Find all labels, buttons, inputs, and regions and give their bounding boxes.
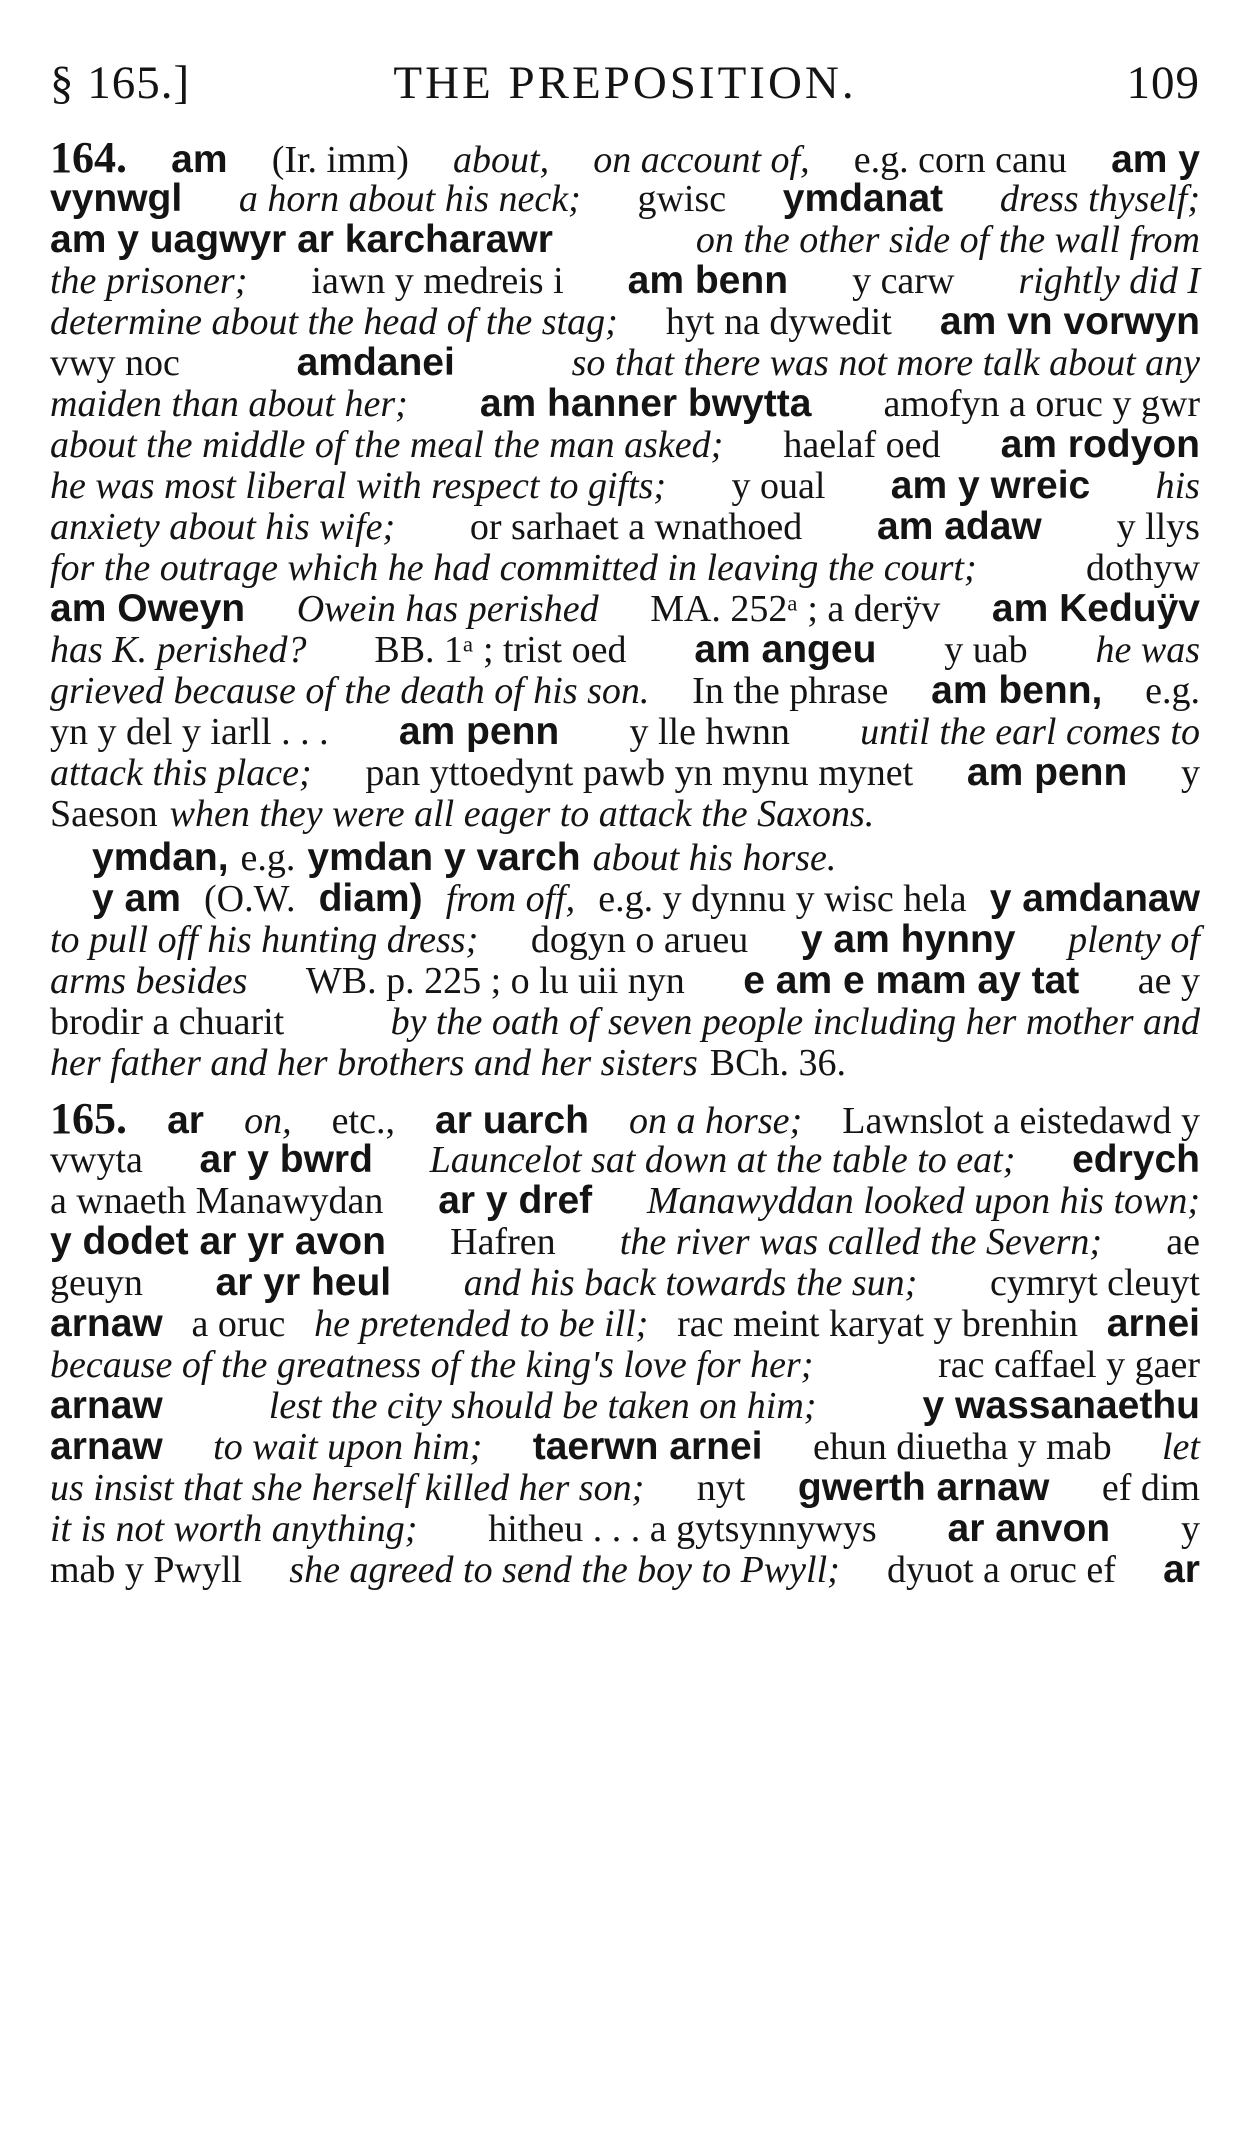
english-gloss: because of the greatness of the king's love for her; (50, 1344, 814, 1386)
english-gloss: maiden than about her; (50, 383, 408, 425)
running-header (50, 56, 1200, 116)
english-gloss: determine about the head of the stag; (50, 301, 618, 343)
welsh-term: am y uagwyr ar karcharawr (50, 218, 553, 261)
english-gloss: to pull off his hunting dress; (50, 919, 479, 961)
welsh-term: y dodet ar yr avon (50, 1220, 386, 1263)
text-fragment: dogyn o arueu (530, 919, 749, 961)
text-fragment: y carw (852, 260, 955, 302)
text-fragment: pan yttoedynt pawb yn mynu mynet (365, 752, 914, 794)
paragraph-number: 165. (50, 1094, 127, 1143)
text-fragment: e.g. (240, 837, 296, 879)
welsh-term: y wassanaethu (922, 1384, 1200, 1427)
english-gloss: from off, (445, 878, 576, 920)
english-gloss: dress thyself; (999, 178, 1200, 220)
welsh-term: am y (1111, 138, 1200, 181)
english-gloss: on, (244, 1100, 292, 1142)
english-gloss: the prisoner; (50, 260, 248, 302)
english-gloss: and his back towards the sun; (463, 1262, 918, 1304)
text-fragment: MA. 252ᵃ ; a derÿv (650, 588, 941, 630)
text-fragment: ae y (1137, 960, 1200, 1002)
text-fragment: dothyw (1086, 547, 1200, 589)
text-fragment: WB. p. 225 ; o lu uii nyn (305, 960, 685, 1002)
text-fragment: ehun diuetha y mab (812, 1426, 1112, 1468)
text-fragment: BB. 1ᵃ ; trist oed (374, 629, 627, 671)
english-gloss: he pretended to be ill; (314, 1303, 649, 1345)
text-fragment: Lawnslot a eistedawd y (842, 1100, 1200, 1142)
text-fragment: brodir a chuarit (50, 1001, 285, 1043)
page-number: 109 (1126, 57, 1200, 109)
text-fragment: gwisc (637, 178, 727, 220)
welsh-term: arnei (1106, 1302, 1200, 1345)
text-fragment: rac meint karyat y brenhin (677, 1303, 1079, 1345)
welsh-term: am adaw (877, 505, 1042, 548)
welsh-term: ar (167, 1099, 204, 1142)
welsh-term: edrych (1072, 1138, 1200, 1181)
welsh-term: ar yr heul (215, 1261, 392, 1304)
text-fragment: hyt na dywedit (665, 301, 892, 343)
text-fragment: Hafren (450, 1221, 556, 1263)
text-fragment: a oruc (191, 1303, 286, 1345)
welsh-term: ymdan, (92, 836, 229, 879)
english-gloss: arms besides (50, 960, 248, 1002)
english-gloss: anxiety about his wife; (50, 506, 396, 548)
page-title: THE PREPOSITION. (393, 57, 857, 109)
text-fragment: y uab (944, 629, 1028, 671)
text-fragment: or sarhaet a wnathoed (469, 506, 803, 548)
text-fragment: y (1181, 752, 1200, 794)
english-gloss: the river was called the Severn; (619, 1221, 1103, 1263)
text-fragment: haelaf oed (783, 424, 941, 466)
text-fragment: cymryt cleuyt (989, 1262, 1200, 1304)
text-line (50, 1035, 1200, 1091)
welsh-term: ar y bwrd (199, 1138, 373, 1181)
english-gloss: Owein has perished (296, 588, 599, 630)
text-fragment: BCh. 36. (709, 1042, 846, 1084)
english-gloss: let (1162, 1426, 1200, 1468)
text-fragment: nyt (696, 1467, 746, 1509)
english-gloss: on account of, (593, 139, 810, 181)
text-fragment: y llys (1116, 506, 1200, 548)
welsh-term: am y wreic (890, 464, 1091, 507)
english-gloss: he was most liberal with respect to gifts; (50, 465, 667, 507)
english-gloss: Launcelot sat down at the table to eat; (429, 1139, 1016, 1181)
text-fragment: (Ir. imm) (271, 139, 409, 181)
english-gloss: a horn about his neck; (238, 178, 581, 220)
english-gloss: grieved because of the death of his son. (50, 670, 650, 712)
english-gloss: for the outrage which he had committed in leaving the court; (50, 547, 977, 589)
text-fragment: ae (1166, 1221, 1200, 1263)
welsh-term: am benn (627, 259, 789, 302)
english-gloss: it is not worth anything; (50, 1508, 418, 1550)
english-gloss: about, (453, 139, 550, 181)
english-gloss: he was (1095, 629, 1200, 671)
english-gloss: until the earl comes to (860, 711, 1200, 753)
welsh-term: y amdanaw (989, 877, 1200, 920)
english-gloss: to wait upon him; (213, 1426, 483, 1468)
english-gloss: plenty of (1068, 919, 1200, 961)
text-fragment: dyuot a oruc ef (886, 1549, 1116, 1591)
welsh-term: y am (92, 877, 181, 920)
welsh-term: am angeu (694, 628, 877, 671)
welsh-term: am benn, (931, 669, 1103, 712)
welsh-term: ymdanat (782, 177, 944, 220)
welsh-term: ar anvon (947, 1507, 1111, 1550)
text-fragment: mab y Pwyll (50, 1549, 243, 1591)
welsh-term: ar uarch (435, 1099, 589, 1142)
text-fragment: etc., (331, 1100, 395, 1142)
welsh-term: gwerth arnaw (797, 1466, 1050, 1509)
welsh-term: arnaw (50, 1302, 163, 1345)
welsh-term: am vn vorwyn (939, 300, 1200, 343)
welsh-term: ar (1163, 1548, 1200, 1591)
english-gloss: Manawyddan looked upon his town; (646, 1180, 1200, 1222)
welsh-term: am penn (398, 710, 560, 753)
welsh-term: arnaw (50, 1425, 163, 1468)
welsh-term: am (171, 138, 228, 181)
english-gloss: on the other side of the wall from (695, 219, 1200, 261)
text-fragment: iawn y medreis i (311, 260, 564, 302)
text-fragment: vwy noc (50, 342, 180, 384)
english-gloss: attack this place; (50, 752, 312, 794)
welsh-term: e am e mam ay tat (743, 959, 1080, 1002)
text-fragment: Saeson (50, 793, 158, 835)
english-gloss: so that there was not more talk about any (571, 342, 1200, 384)
english-gloss: about his horse. (592, 837, 837, 879)
text-fragment: hitheu . . . a gytsynnywys (488, 1508, 877, 1550)
english-gloss: us insist that she herself killed her son; (50, 1467, 645, 1509)
paragraph-number: 164. (50, 133, 127, 182)
text-fragment: vwyta (50, 1139, 143, 1181)
text-fragment: rac caffael y gaer (938, 1344, 1200, 1386)
text-fragment: geuyn (50, 1262, 143, 1304)
text-fragment: amofyn a oruc y gwr (883, 383, 1200, 425)
text-fragment: y oual (731, 465, 826, 507)
text-fragment: ef dim (1101, 1467, 1200, 1509)
english-gloss: his (1155, 465, 1200, 507)
english-gloss: her father and her brothers and her sisters (50, 1042, 698, 1084)
text-fragment: y lle hwnn (629, 711, 790, 753)
text-fragment: (O.W. (204, 878, 296, 920)
welsh-term: am Keduÿv (991, 587, 1200, 630)
text-fragment: e.g. (1145, 670, 1200, 712)
english-gloss: when they were all eager to attack the Saxons. (169, 793, 875, 835)
english-gloss: she agreed to send the boy to Pwyll; (289, 1549, 840, 1591)
english-gloss: by the oath of seven people including her mother and (390, 1001, 1200, 1043)
text-fragment: a wnaeth Manawydan (50, 1180, 384, 1222)
welsh-term: am hanner bwytta (479, 382, 812, 425)
welsh-term: taerwn arnei (532, 1425, 763, 1468)
welsh-term: am Oweyn (50, 587, 246, 630)
section-reference: § 165.] (50, 57, 191, 109)
text-fragment: yn y del y iarll . . . (50, 711, 329, 753)
welsh-term: am penn (966, 751, 1128, 794)
english-gloss: on a horse; (629, 1100, 803, 1142)
english-gloss: rightly did I (1018, 260, 1200, 302)
welsh-term: arnaw (50, 1384, 163, 1427)
english-gloss: lest the city should be taken on him; (268, 1385, 817, 1427)
welsh-term: vynwgl (50, 177, 183, 220)
text-fragment: y (1180, 1508, 1200, 1550)
welsh-term: amdanei (296, 341, 455, 384)
welsh-term: am rodyon (1000, 423, 1200, 466)
text-fragment: e.g. y dynnu y wisc hela (598, 878, 967, 920)
text-fragment: In the phrase (692, 670, 889, 712)
welsh-term: ymdan y varch (307, 836, 581, 879)
text-fragment: e.g. corn canu (853, 139, 1067, 181)
text-line (50, 1542, 1200, 1598)
welsh-term: y am hynny (800, 918, 1016, 961)
welsh-term: diam) (318, 877, 423, 920)
english-gloss: has K. perished? (50, 629, 307, 671)
welsh-term: ar y dref (438, 1179, 593, 1222)
english-gloss: about the middle of the meal the man asked; (50, 424, 724, 466)
